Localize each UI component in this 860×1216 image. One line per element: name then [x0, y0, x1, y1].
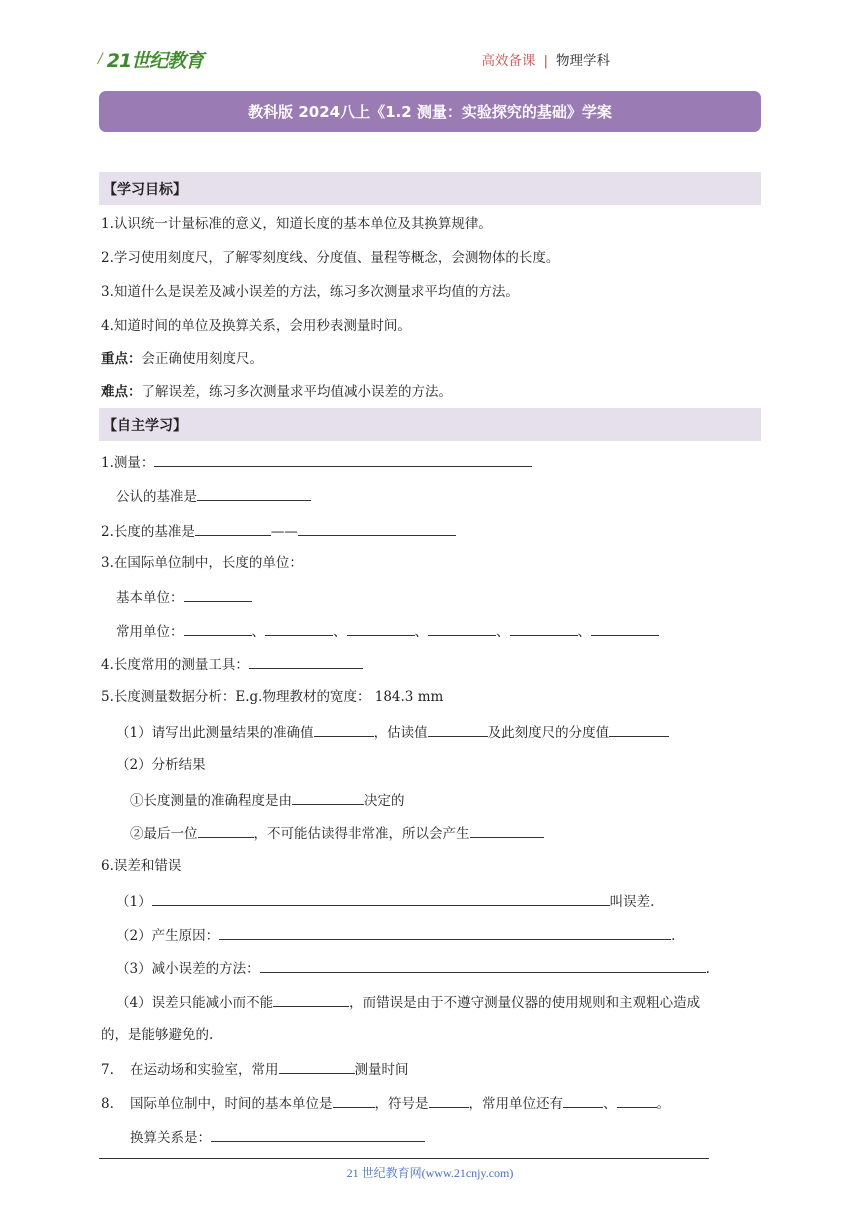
question-text: 叫误差.: [609, 894, 655, 910]
objective-item: 4.知道时间的单位及换算关系，会用秒表测量时间。: [101, 318, 411, 334]
question-text: ，常用单位还有: [468, 1096, 563, 1112]
blank-field[interactable]: [279, 1058, 355, 1074]
question-3: 3.在国际单位制中，长度的单位：: [101, 555, 303, 571]
brand-text: 高效备课: [481, 53, 536, 69]
blank-field[interactable]: [249, 653, 363, 669]
footer-text: 21 世纪教育网(www.21cnjy.com): [346, 1166, 514, 1180]
question-number: 7.: [101, 1062, 114, 1078]
pause-mark: 、: [333, 624, 347, 640]
question-2: [101, 520, 456, 542]
blank-field[interactable]: [265, 620, 333, 636]
question-text: 国际单位制中，时间的基本单位是: [130, 1096, 333, 1112]
question-6-3: [116, 957, 710, 979]
question-5-2-b: [130, 822, 544, 844]
page-title: 教科版 2024八上《1.2 测量：实验探究的基础》学案: [99, 91, 761, 132]
question-text: 换算关系是：: [130, 1130, 211, 1146]
header-tagline: [481, 49, 610, 69]
blank-field[interactable]: [198, 822, 254, 838]
logo: [98, 46, 203, 72]
question-text: 在运动场和实验室，常用: [130, 1062, 279, 1078]
question-8-conversion: [130, 1126, 425, 1148]
objective-item: 3.知道什么是误差及减小误差的方法，练习多次测量求平均值的方法。: [101, 284, 519, 300]
subject-text: 物理学科: [556, 53, 610, 69]
blank-field[interactable]: [428, 721, 488, 737]
question-text: （4）误差只能减小而不能: [116, 995, 274, 1011]
blank-field[interactable]: [333, 1092, 375, 1108]
question-number: 8.: [101, 1096, 114, 1112]
key-point-text: 会正确使用刻度尺。: [141, 351, 263, 367]
question-3-common: [116, 620, 659, 642]
period-mark: .: [705, 961, 710, 977]
section-objectives-title: 【学习目标】: [99, 172, 761, 205]
question-text: 公认的基准是: [116, 489, 197, 505]
question-8: [101, 1092, 670, 1114]
question-text: 测量时间: [354, 1062, 409, 1078]
blank-field[interactable]: [197, 485, 311, 501]
difficulty: [101, 382, 452, 402]
question-6-4-cont: 的，是能够避免的.: [101, 1027, 214, 1043]
question-5-2: （2）分析结果: [116, 757, 206, 773]
question-text: 决定的: [364, 793, 405, 809]
question-text: ，符号是: [374, 1096, 429, 1112]
question-text: 2.长度的基准是: [101, 524, 195, 540]
question-4: [101, 653, 363, 675]
blank-field[interactable]: [563, 1092, 603, 1108]
blank-field[interactable]: [195, 520, 271, 536]
objective-item: 1.认识统一计量标准的意义，知道长度的基本单位及其换算规律。: [101, 216, 492, 232]
pause-mark: 、: [414, 624, 428, 640]
footer-divider: [99, 1158, 709, 1159]
blank-field[interactable]: [152, 890, 610, 906]
question-text: （3）减小误差的方法：: [116, 961, 260, 977]
pause-mark: 、: [496, 624, 510, 640]
question-3-base: [116, 586, 252, 608]
blank-field[interactable]: [617, 1092, 657, 1108]
question-6-1: [116, 890, 654, 912]
question-6-4: [116, 991, 700, 1013]
question-text: 基本单位：: [116, 590, 184, 606]
question-text: 1.测量：: [101, 455, 155, 471]
blank-field[interactable]: [347, 620, 415, 636]
blank-field[interactable]: [609, 721, 669, 737]
period-mark: .: [671, 928, 676, 944]
blank-field[interactable]: [154, 451, 532, 467]
question-5-2-a: [130, 789, 405, 811]
question-text: ，而错误是由于不遵守测量仪器的使用规则和主观粗心造成: [349, 995, 701, 1011]
blank-field[interactable]: [211, 1126, 425, 1142]
dash-text: ——: [270, 524, 298, 540]
question-6: 6.误差和错误: [101, 858, 182, 874]
question-text: 。: [656, 1096, 670, 1112]
question-text: （1）: [116, 894, 152, 910]
question-text: 4.长度常用的测量工具：: [101, 657, 249, 673]
question-text: 常用单位：: [116, 624, 184, 640]
blank-field[interactable]: [184, 586, 252, 602]
difficulty-text: 了解误差，练习多次测量求平均值减小误差的方法。: [141, 384, 452, 400]
question-text: ②最后一位: [130, 826, 198, 842]
blank-field[interactable]: [273, 991, 349, 1007]
key-point: [101, 349, 263, 369]
pause-mark: 、: [577, 624, 591, 640]
section-self-study-title: 【自主学习】: [99, 408, 761, 441]
question-text: （1）请写出此测量结果的准确值: [116, 725, 314, 741]
question-text: 及此刻度尺的分度值: [487, 725, 610, 741]
question-text: ①长度测量的准确程度是由: [130, 793, 292, 809]
question-text: ，不可能估读得非常准，所以会产生: [253, 826, 470, 842]
question-5: 5.长度测量数据分析：E.g.物理教材的宽度： 184.3 mm: [101, 689, 444, 705]
blank-field[interactable]: [510, 620, 578, 636]
blank-field[interactable]: [219, 924, 671, 940]
blank-field[interactable]: [314, 721, 374, 737]
question-5-1: [116, 721, 669, 743]
blank-field[interactable]: [292, 789, 364, 805]
pause-mark: 、: [251, 624, 265, 640]
blank-field[interactable]: [298, 520, 456, 536]
blank-field[interactable]: [429, 1092, 469, 1108]
key-point-label: 重点：: [101, 351, 142, 367]
logo-mark: 21世纪教育: [106, 49, 204, 72]
blank-field[interactable]: [260, 957, 706, 973]
objective-item: 2.学习使用刻度尺，了解零刻度线、分度值、量程等概念，会测物体的长度。: [101, 250, 560, 266]
header-separator: |: [543, 53, 548, 69]
logo-slash: /: [98, 51, 103, 67]
question-1: [101, 451, 532, 473]
blank-field[interactable]: [428, 620, 496, 636]
blank-field[interactable]: [591, 620, 659, 636]
question-6-2: [116, 924, 675, 946]
pause-mark: 、: [603, 1096, 617, 1112]
question-text: （2）产生原因：: [116, 928, 220, 944]
blank-field[interactable]: [184, 620, 252, 636]
difficulty-label: 难点：: [101, 384, 142, 400]
question-7: [101, 1058, 409, 1080]
question-text: ，估读值: [373, 725, 428, 741]
question-1-sub: [116, 485, 311, 507]
blank-field[interactable]: [470, 822, 544, 838]
